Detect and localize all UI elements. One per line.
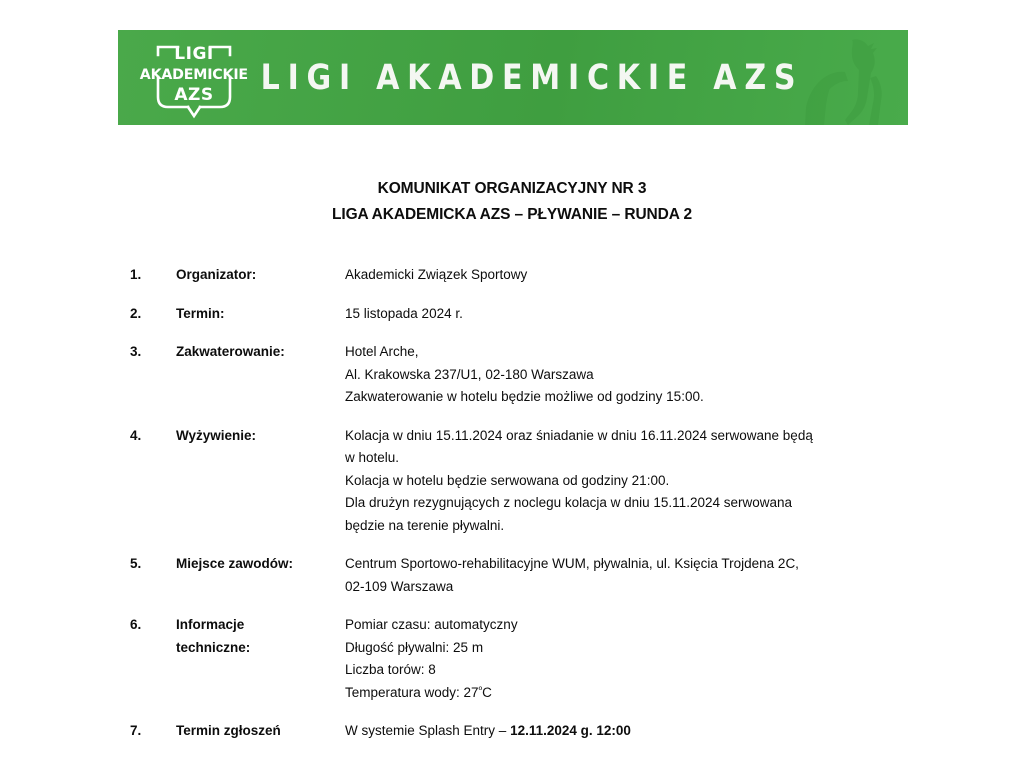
item-label-line: Termin: — [176, 305, 225, 321]
item-value — [345, 614, 1024, 704]
entry-deadline: 12.11.2024 g. 12:00 — [510, 723, 631, 738]
item-label — [176, 614, 345, 659]
temperature-text: Temperatura wody: 27 — [345, 684, 479, 700]
item-label-line: Wyżywienie: — [176, 427, 257, 443]
item-label-line: Termin zgłoszeń — [176, 723, 281, 738]
item-value-line: Akademicki Związek Sportowy — [345, 267, 528, 282]
item-label-line: Miejsce zawodów: — [176, 556, 294, 571]
item-value-line: Kolacja w hotelu będzie serwowana od godziny 21:00. — [345, 472, 670, 488]
item-label — [176, 553, 345, 576]
item-value-line: Długość pływalni: 25 m — [345, 639, 484, 655]
item-label — [176, 341, 345, 364]
list-item-organizator — [0, 264, 1024, 287]
item-label — [176, 425, 345, 448]
list-item-wyzywienie — [0, 425, 1024, 538]
list-item-termin-zgloszen — [0, 720, 1024, 743]
ligi-akademickie-azs-logo — [138, 37, 250, 119]
item-number: 3. — [130, 344, 142, 359]
item-value-line: Al. Krakowska 237/U1, 02-180 Warszawa — [345, 366, 594, 382]
header-banner — [118, 30, 908, 125]
item-value — [345, 341, 1024, 409]
item-label-line: Zakwaterowanie: — [176, 344, 285, 359]
item-number: 7. — [130, 723, 142, 738]
item-number: 4. — [130, 427, 142, 443]
item-number: 5. — [130, 556, 142, 571]
item-value-line: Dla drużyn rezygnujących z noclegu kolacja w dniu 15.11.2024 serwowana — [345, 495, 793, 510]
item-value-line: 02-109 Warszawa — [345, 578, 454, 594]
list-item-informacje-techniczne — [0, 614, 1024, 704]
item-label-line: techniczne: — [176, 639, 251, 655]
page-title — [0, 176, 1024, 228]
item-label — [176, 303, 345, 326]
list-item-zakwaterowanie — [0, 341, 1024, 409]
item-value-line: Pomiar czasu: automatyczny — [345, 617, 518, 632]
logo-line-1: LIGI — [174, 44, 214, 64]
item-number: 1. — [130, 267, 142, 282]
item-value-line: w hotelu. — [345, 450, 400, 465]
logo-line-2: AKADEMICKIE — [139, 66, 248, 84]
page-title-line-1: KOMUNIKAT ORGANIZACYJNY NR 3 — [377, 180, 647, 197]
item-value-line: 15 listopada 2024 r. — [345, 305, 463, 321]
page-title-line-2: LIGA AKADEMICKA AZS – PŁYWANIE – RUNDA 2 — [332, 206, 692, 223]
item-value-line-entry — [345, 720, 904, 743]
item-number: 2. — [130, 305, 142, 321]
list-item-miejsce-zawodow — [0, 553, 1024, 598]
item-value-line: Liczba torów: 8 — [345, 662, 436, 677]
item-number: 6. — [130, 617, 142, 632]
item-value-line: Kolacja w dniu 15.11.2024 oraz śniadanie w dniu 16.11.2024 serwowane będą — [345, 427, 813, 443]
item-value — [345, 303, 1024, 326]
entry-system-text: W systemie Splash Entry – — [345, 723, 511, 738]
item-value — [345, 553, 1024, 598]
item-label-line: Organizator: — [176, 267, 257, 282]
item-label — [176, 264, 345, 287]
item-value-line: będzie na terenie pływalni. — [345, 517, 505, 533]
info-list — [0, 264, 1024, 759]
item-value-line: Zakwaterowanie w hotelu będzie możliwe od godziny 15:00. — [345, 389, 704, 404]
logo-line-3: AZS — [174, 85, 214, 105]
item-label — [176, 720, 345, 743]
item-value — [345, 425, 1024, 538]
temperature-unit: C — [482, 684, 492, 700]
item-value-line: Hotel Arche, — [345, 344, 419, 359]
item-value-line-temperature — [345, 682, 904, 705]
item-label-line: Informacje — [176, 617, 245, 632]
banner-title: LIGI AKADEMICKIE AZS — [260, 57, 804, 98]
list-item-termin — [0, 303, 1024, 326]
item-value-line: Centrum Sportowo-rehabilitacyjne WUM, pływalnia, ul. Księcia Trojdena 2C, — [345, 556, 799, 571]
item-value — [345, 264, 1024, 287]
degree-symbol: º — [478, 684, 483, 696]
item-value — [345, 720, 1024, 743]
